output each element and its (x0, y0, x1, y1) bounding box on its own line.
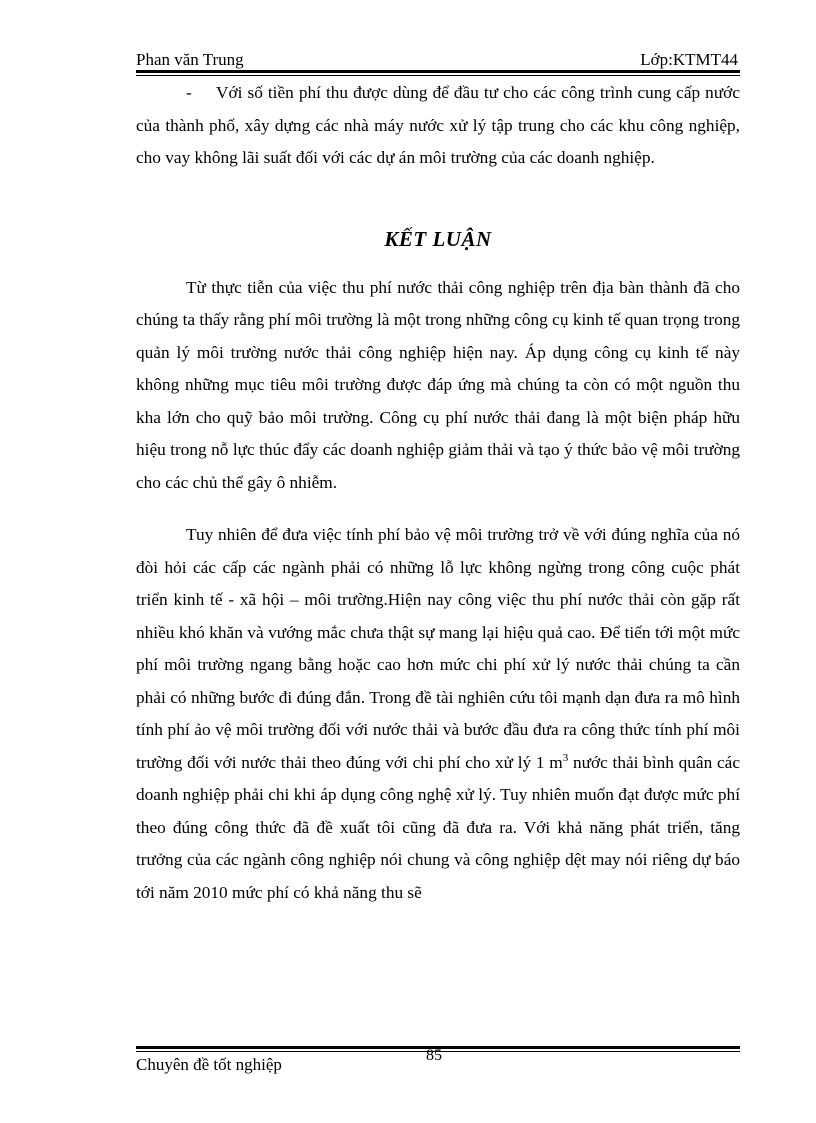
conclusion-paragraph-2 (136, 519, 740, 909)
footer-label: Chuyên đề tốt nghiệp (136, 1055, 282, 1074)
section-title: KẾT LUẬN (384, 226, 492, 251)
header-class: Lớp:KTMT44 (640, 50, 738, 69)
header-rule-thick (136, 70, 740, 73)
header-author: Phan văn Trung (136, 50, 244, 69)
superscript-three: 3 (562, 751, 569, 764)
page-number: 85 (426, 1047, 442, 1064)
bullet-text: Với số tiền phí thu được dùng để đầu tư cho các công trình cung cấp nước của thành phố, xây dựng các nhà máy nước xử lý tập trung cho các khu công nghiệp, cho vay không lãi suất đối với các dự án môi trường của các doanh nghiệp. (136, 83, 740, 167)
document-body (136, 77, 740, 909)
paragraph-gap (136, 499, 740, 519)
page-header (136, 50, 740, 72)
bullet-dash: - (186, 83, 192, 102)
header-rule-thin (136, 75, 740, 76)
conclusion-paragraph-1: Từ thực tiễn của việc thu phí nước thải công nghiệp trên địa bàn thành đã cho chúng ta thấy rằng phí môi trường là một trong những công cụ kinh tế quan trọng trong quản lý môi trường nước thải công nghiệp hiện nay. Áp dụng công cụ kinh tế này không những mục tiêu môi trường được đáp ứng mà chúng ta còn có một nguồn thu kha lớn cho quỹ bảo môi trường. Công cụ phí nước thải đang là một biện pháp hữu hiệu trong nỗ lực thúc đẩy các doanh nghiệp giảm thải và tạo ý thức bảo vệ môi trường cho các chủ thể gây ô nhiễm. (136, 277, 740, 492)
paragraph2-text-end: nước thải bình quân các doanh nghiệp phải chi khi áp dụng công nghệ xử lý. Tuy nhiên muốn đạt được mức phí theo đúng công thức đã đề xuất tôi cũng đã đưa ra. Với khả năng phát triển, tăng trưởng của các ngành công nghiệp nói chung và công nghiệp dệt may nói riêng dự báo tới năm 2010 mức phí có khả năng thu sẽ (136, 752, 740, 902)
paragraph2-text-start: Tuy nhiên để đưa việc tính phí bảo vệ môi trường trở về với đúng nghĩa của nó đòi hỏi các cấp các ngành phải có những lỗ lực không ngừng trong công cuộc phát triển kinh tế - xã hội – môi trường.Hiện nay công việc thu phí nước thải còn gặp rất nhiều khó khăn và vướng mắc chưa thật sự mang lại hiệu quả cao. Để tiến tới một mức phí môi trường ngang bằng hoặc cao hơn mức chi phí xử lý nước thải chúng ta cần phải có những bước đi đúng đắn. Trong đề tài nghiên cứu tôi mạnh dạn đưa ra mô hình tính phí ảo vệ môi trường đối với nước thải và bước đầu đưa ra công thức tính phí môi trường đối với nước thải theo đúng với chi phí cho xử lý 1 m (136, 525, 740, 772)
bullet-paragraph (136, 77, 740, 175)
